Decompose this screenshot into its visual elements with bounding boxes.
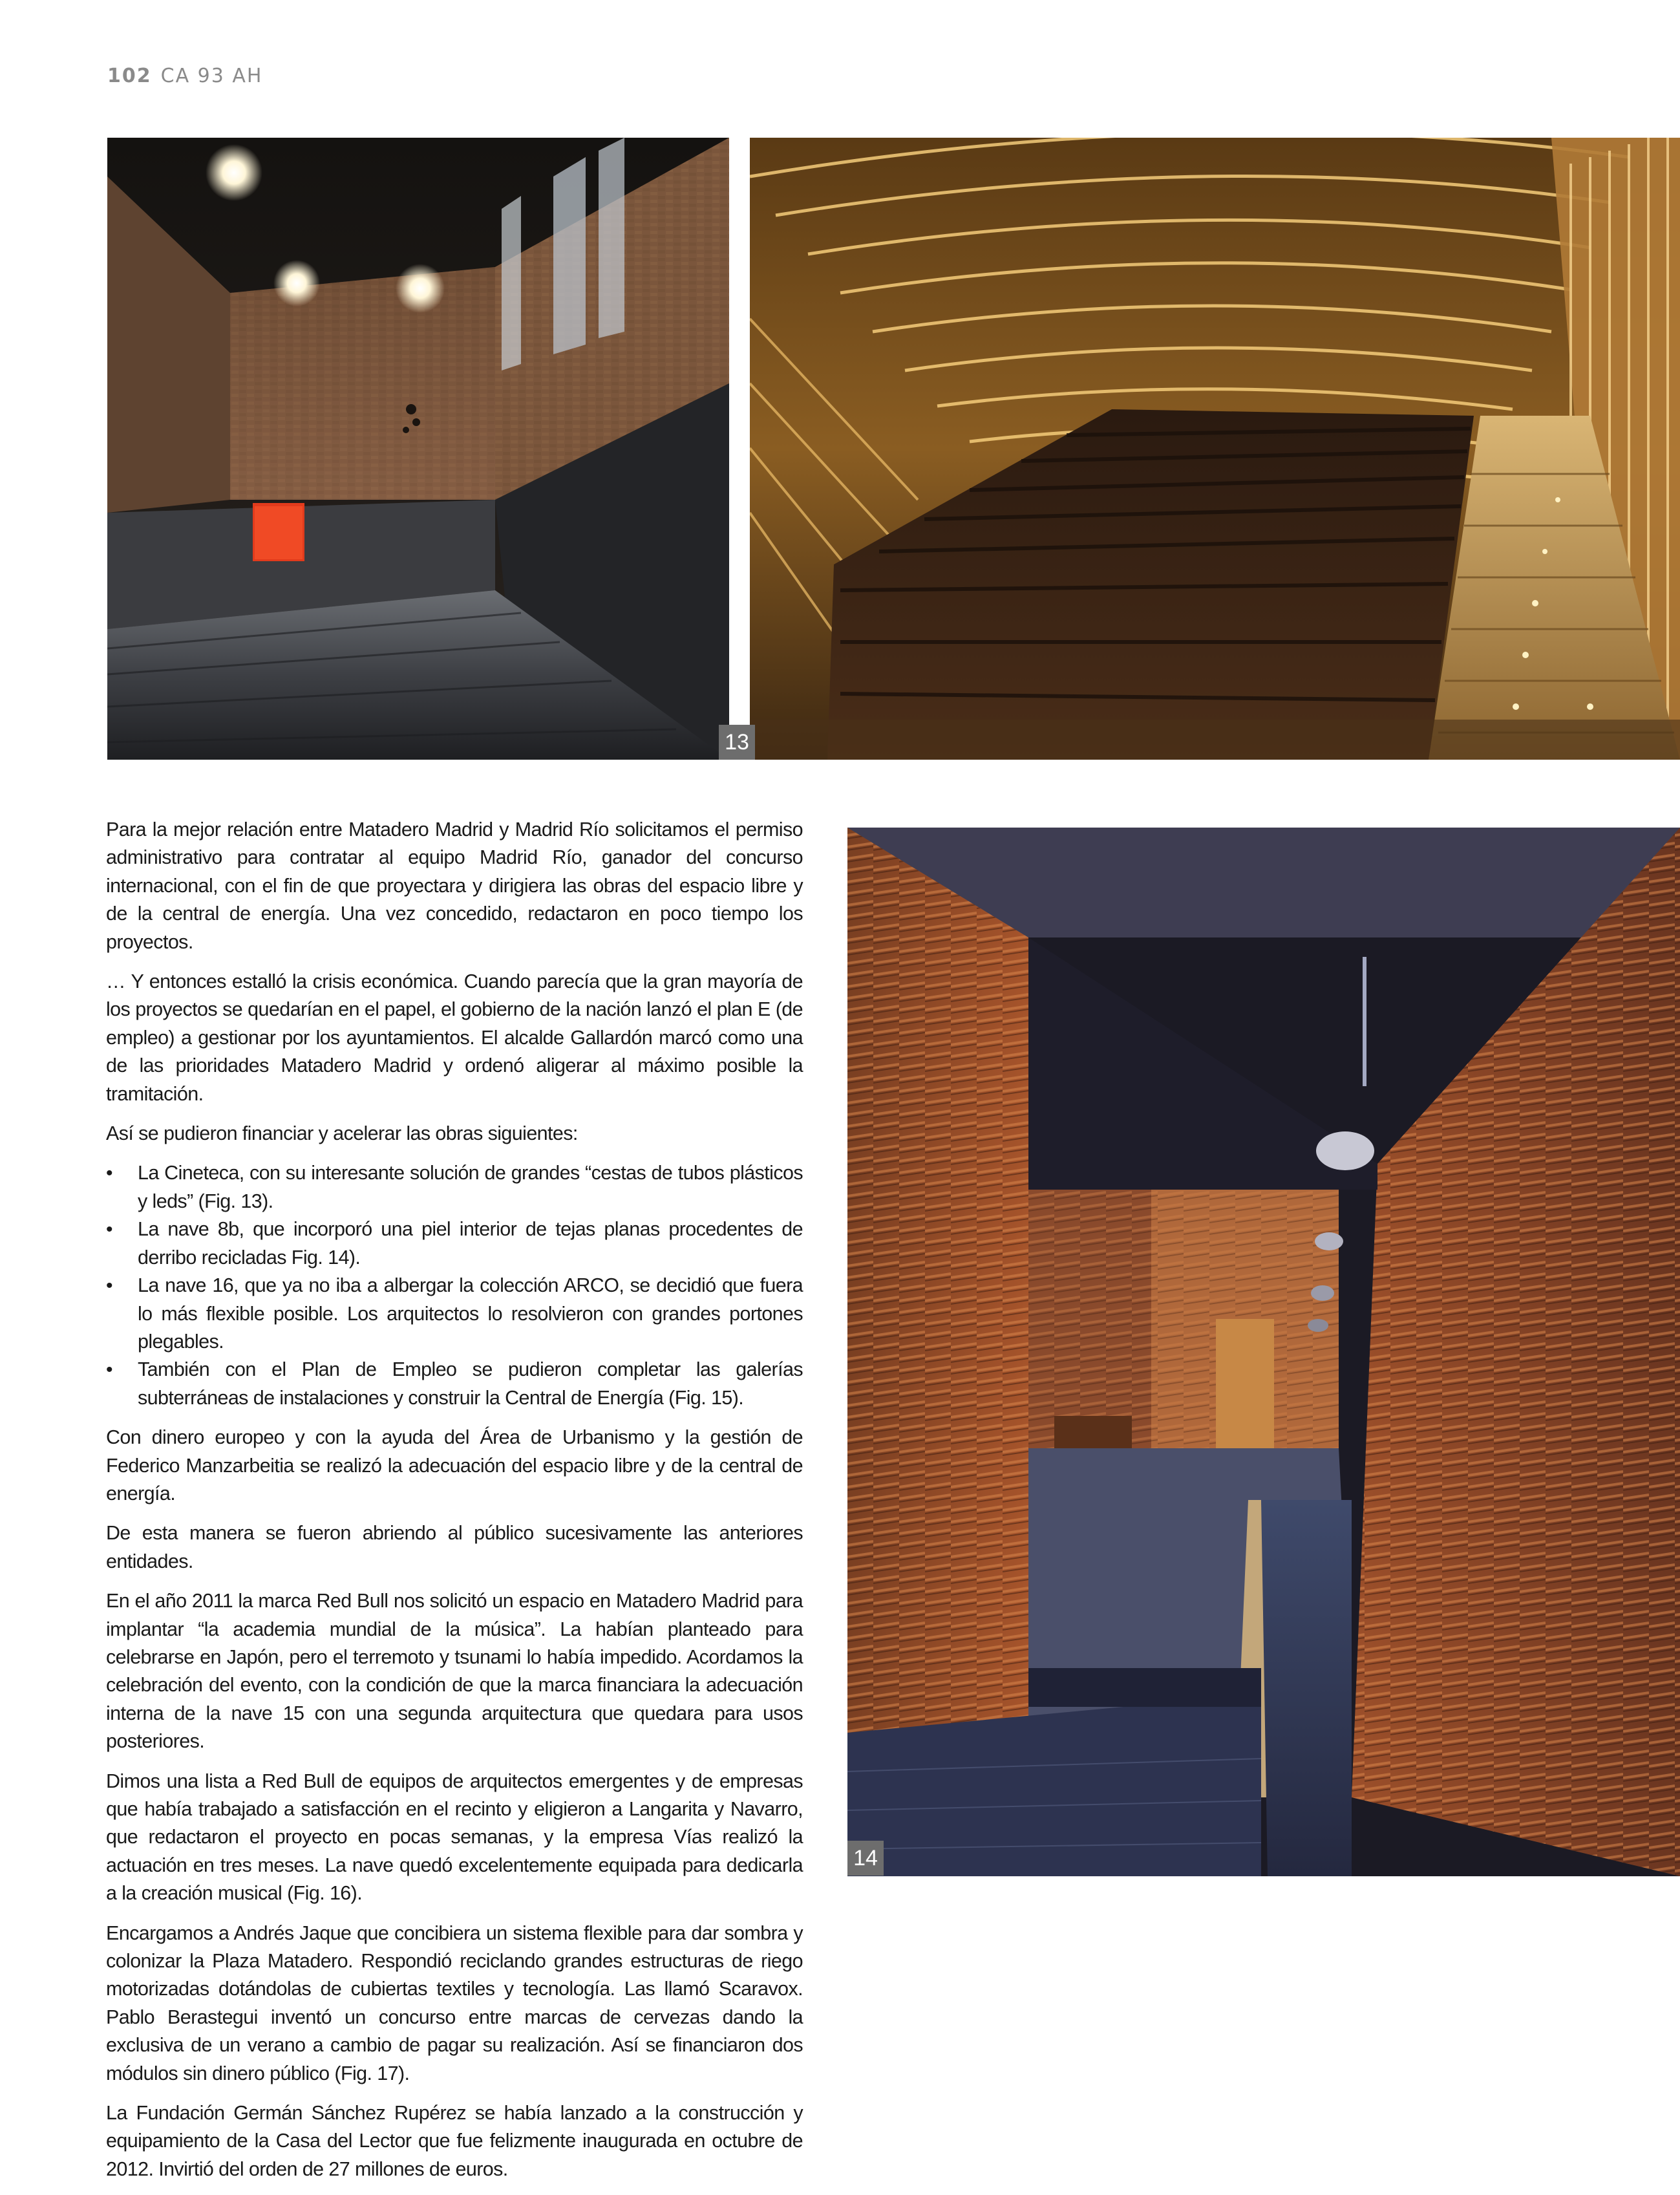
photo-hall-interior — [107, 138, 729, 760]
figure-label-14: 14 — [847, 1841, 884, 1876]
photo-tile-corridor — [847, 828, 1680, 1876]
figure-label-13: 13 — [719, 725, 755, 760]
paragraph: … Y entonces estalló la crisis económica. Cuando parecía que la gran mayoría de los proyectos se quedarían en el papel, el gobierno de la nación lanzó el plan E (de empleo) a gestionar por los ayuntamientos. El alcalde Gallardón marcó como una de las prioridades Matadero Madrid y ordenó aligerar al máximo posible la tramitación. — [106, 970, 803, 1105]
photo-cinema-auditorium — [750, 138, 1680, 760]
list-item: • La Cineteca, con su interesante solución de grandes “cestas de tubos plásticos y leds” (Fig. 13). — [106, 1159, 803, 1215]
paragraph: Dimos una lista a Red Bull de equipos de arquitectos emergentes y de empresas que había trabajado a satisfacción en el recinto y eligieron a Langarita y Navarro, que redactaron el proyecto en pocas semanas, y la empresa Vías realizó la actuación en tres meses. La nave quedó excelentemente equipada para dedicarla a la creación musical (Fig. 16). — [106, 1770, 803, 1905]
page-header — [107, 65, 262, 87]
paragraph: Encargamos a Andrés Jaque que concibiera un sistema flexible para dar sombra y colonizar la Plaza Matadero. Respondió reciclando grandes estructuras de riego motorizadas dotándolas de cubiertas textiles y tecnología. Las llamó Scaravox. Pablo Berastegui inventó un concurso entre marcas de cervezas dando la exclusiva de un verano a cambio de pagar su realización. Así se financiaron dos módulos sin dinero público (Fig. 17). — [106, 1922, 803, 2084]
paragraph: Para la mejor relación entre Matadero Madrid y Madrid Río solicitamos el permiso administrativo para contratar al equipo Madrid Río, ganador del concurso internacional, con el fin de que proyectara y dirigiera las obras del espacio libre y de la central de energía. Una vez concedido, redactaron en poco tiempo los proyectos. — [106, 819, 803, 953]
paragraph: La Fundación Germán Sánchez Rupérez se había lanzado a la construcción y equipamiento de la Casa del Lector que fue felizmente inaugurada en octubre de 2012. Invirtió del orden de 27 millones de euros. — [106, 2102, 803, 2180]
bullet-list — [106, 1159, 803, 1412]
list-item: • La nave 16, que ya no iba a albergar la colección ARCO, se decidió que fuera lo más flexible posible. Los arquitectos lo resolvieron con grandes portones plegables. — [106, 1272, 803, 1356]
list-item: • También con el Plan de Empleo se pudieron completar las galerías subterráneas de instalaciones y construir la Central de Energía (Fig. 15). — [106, 1356, 803, 1412]
article-body — [106, 816, 803, 2195]
paragraph: Con dinero europeo y con la ayuda del Área de Urbanismo y la gestión de Federico Manzarbeitia se realizó la adecuación del espacio libre y de la central de energía. — [106, 1426, 803, 1504]
list-item: • La nave 8b, que incorporó una piel interior de tejas planas procedentes de derribo recicladas Fig. 14). — [106, 1215, 803, 1272]
paragraph: Así se pudieron financiar y acelerar las obras siguientes: — [106, 1122, 578, 1145]
paragraph: De esta manera se fueron abriendo al público sucesivamente las anteriores entidades. — [106, 1522, 803, 1572]
page-number: 102 — [107, 65, 152, 87]
publication-title: CA 93 AH — [160, 65, 263, 87]
paragraph: En el año 2011 la marca Red Bull nos solicitó un espacio en Matadero Madrid para implantar “la academia mundial de la música”. La habían planteado para celebrarse en Japón, pero el terremoto y tsunami lo había impedido. Acordamos la celebración del evento, con la condición de que la marca financiara la adecuación interna de la nave 15 con una segunda arquitectura que quedara para usos posteriores. — [106, 1590, 803, 1753]
